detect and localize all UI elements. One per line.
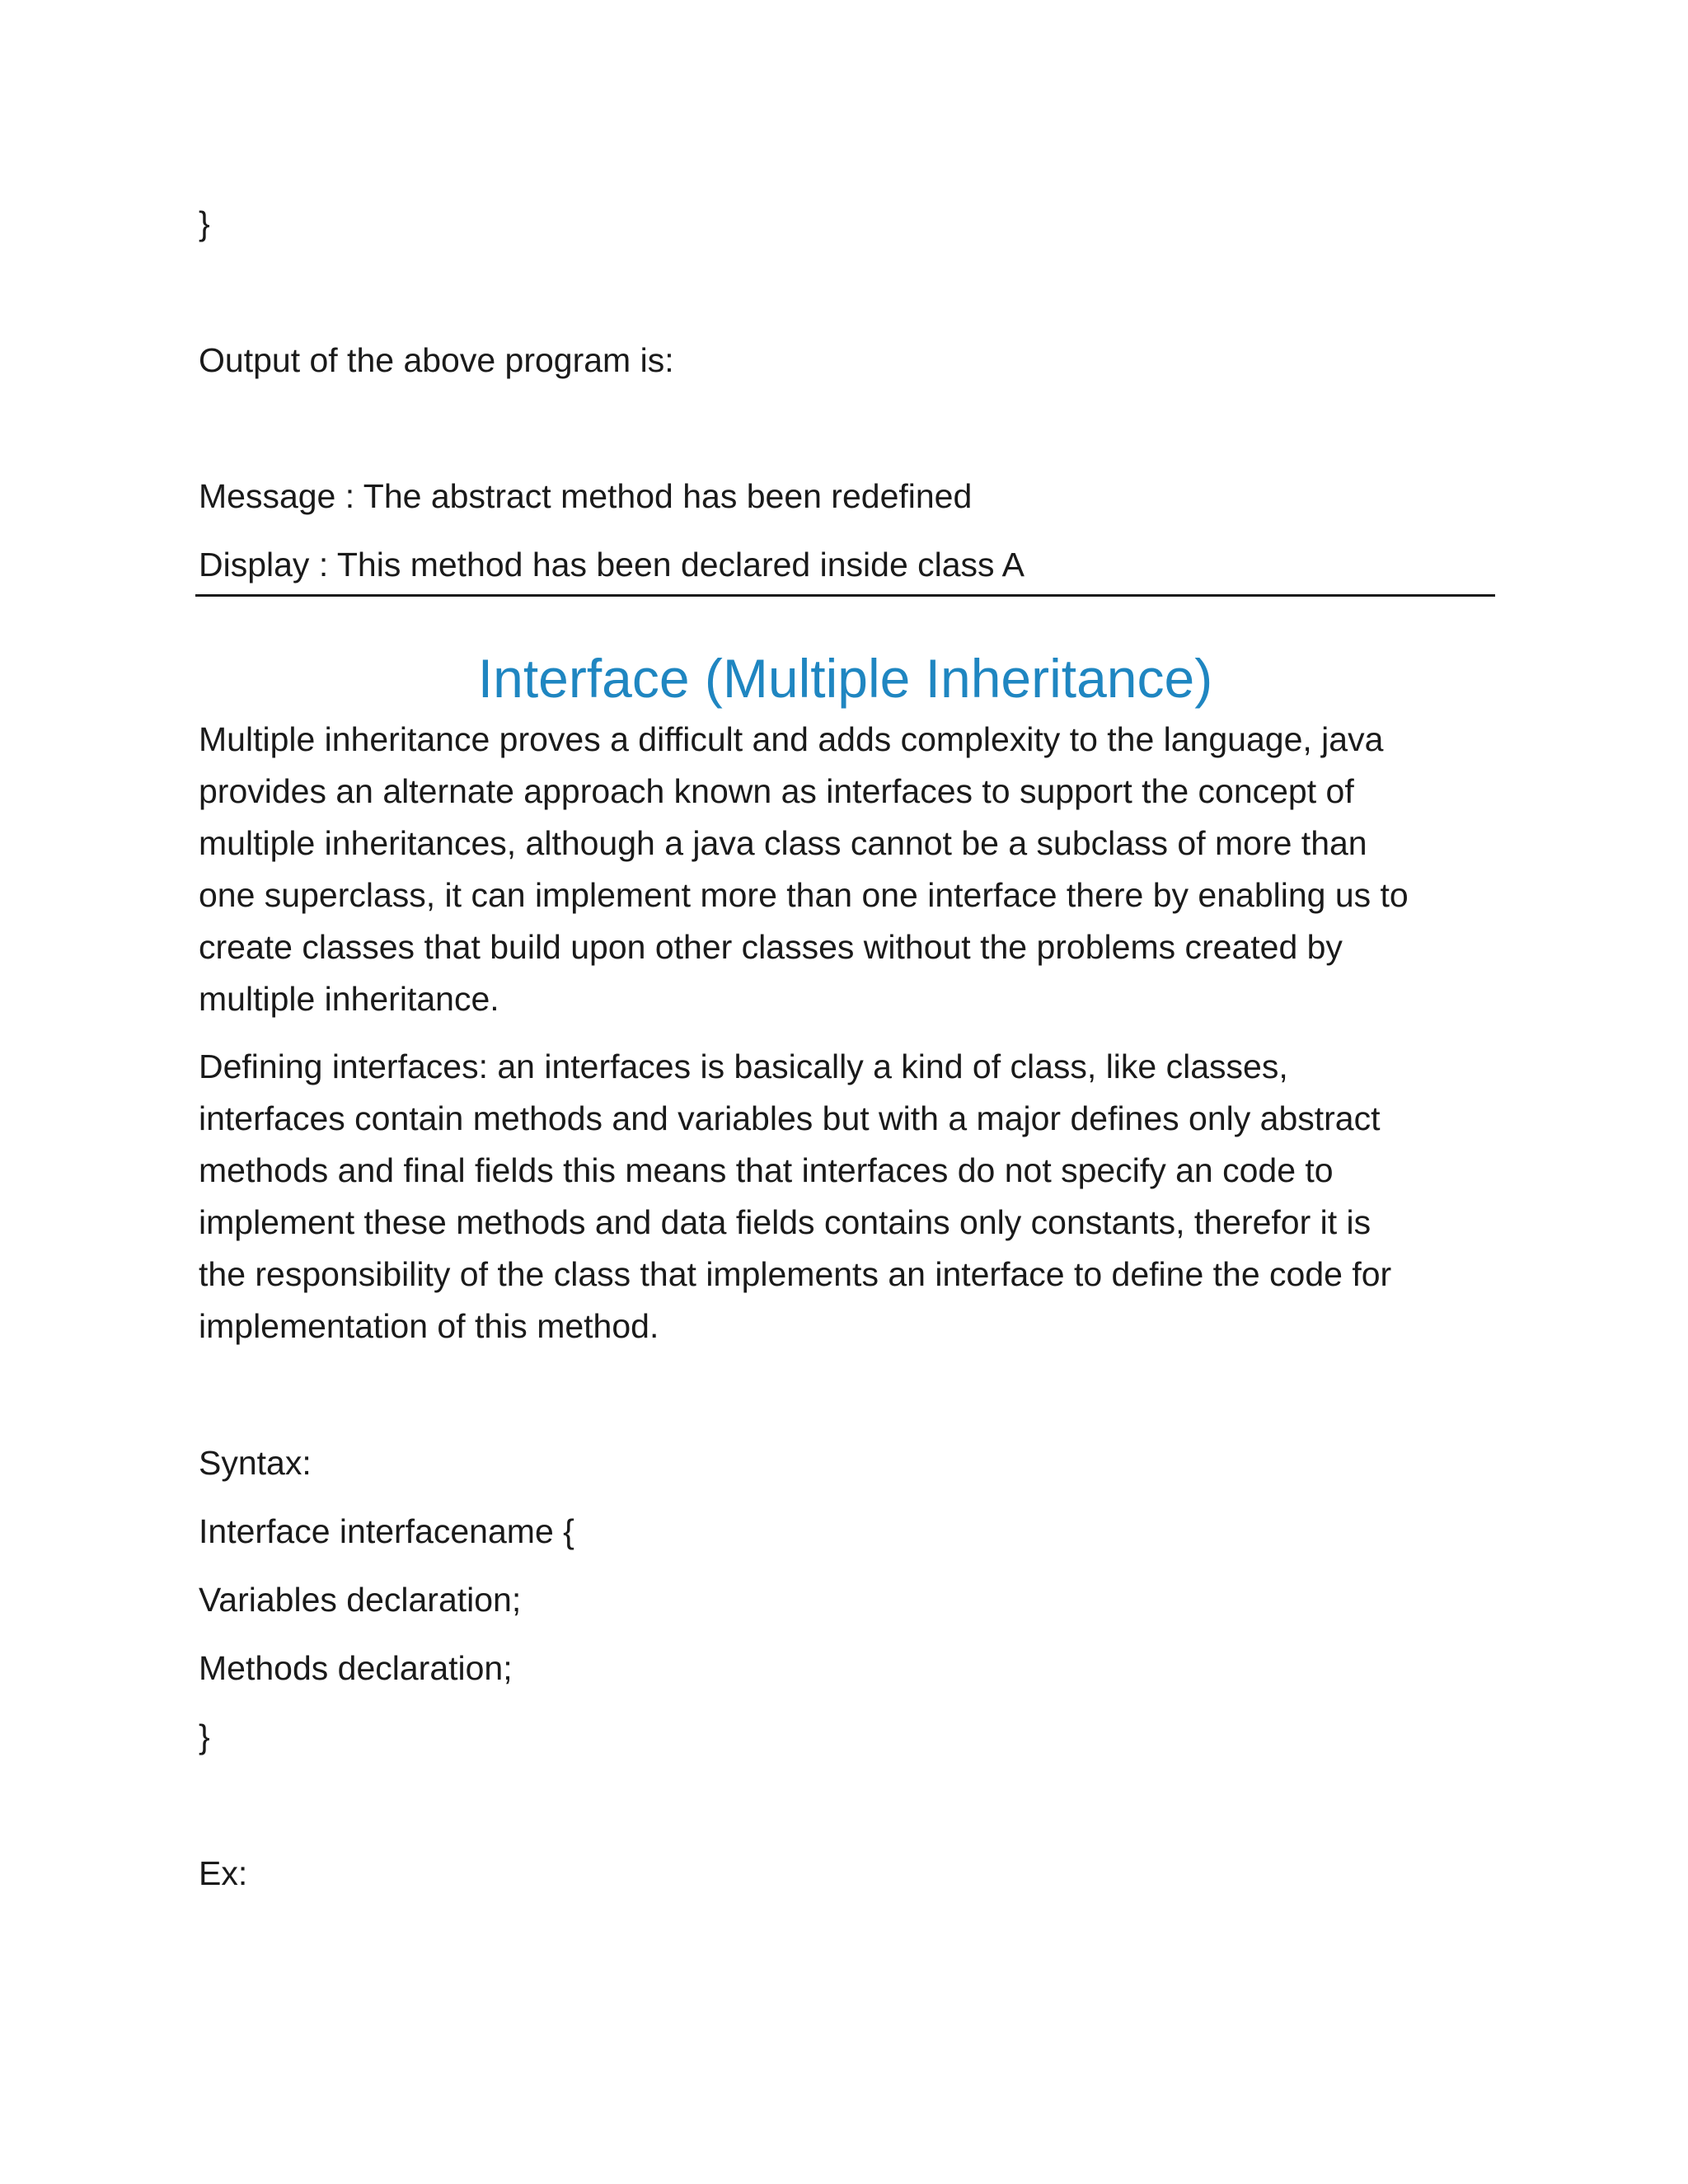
output-line-message: Message : The abstract method has been redefined xyxy=(199,477,973,515)
paragraph-line: the responsibility of the class that implements an interface to define the code for xyxy=(199,1255,1392,1293)
section-heading: Interface (Multiple Inheritance) xyxy=(477,648,1213,709)
paragraph-line: interfaces contain methods and variables but with a major defines only abstract xyxy=(199,1099,1381,1137)
closing-brace: } xyxy=(199,204,210,242)
example-label: Ex: xyxy=(199,1854,248,1892)
paragraph-line: implement these methods and data fields contains only constants, therefor it is xyxy=(199,1203,1372,1241)
paragraph-line: methods and final fields this means that interfaces do not specify an code to xyxy=(199,1151,1334,1189)
paragraph-line: Multiple inheritance proves a difficult and adds complexity to the language, java xyxy=(199,720,1384,758)
paragraph-line: one superclass, it can implement more than one interface there by enabling us to xyxy=(199,876,1409,914)
paragraph-line: Defining interfaces: an interfaces is basically a kind of class, like classes, xyxy=(199,1047,1288,1085)
paragraph-line: create classes that build upon other classes without the problems created by xyxy=(199,928,1343,966)
paragraph-line: implementation of this method. xyxy=(199,1307,659,1345)
syntax-label: Syntax: xyxy=(199,1444,312,1482)
paragraph-line: multiple inheritance. xyxy=(199,980,499,1018)
paragraph-multiple-inheritance xyxy=(199,714,1517,1025)
syntax-line-interface: Interface interfacename { xyxy=(199,1512,574,1550)
output-label: Output of the above program is: xyxy=(199,341,674,379)
paragraph-line: multiple inheritances, although a java class cannot be a subclass of more than xyxy=(199,824,1367,862)
output-line-display: Display : This method has been declared inside class A xyxy=(199,546,1025,583)
syntax-line-closing-brace: } xyxy=(199,1718,210,1755)
syntax-line-methods: Methods declaration; xyxy=(199,1649,513,1687)
paragraph-defining-interfaces xyxy=(199,1041,1517,1352)
horizontal-divider xyxy=(195,594,1495,597)
paragraph-line: provides an alternate approach known as interfaces to support the concept of xyxy=(199,772,1354,810)
syntax-line-variables: Variables declaration; xyxy=(199,1581,522,1619)
